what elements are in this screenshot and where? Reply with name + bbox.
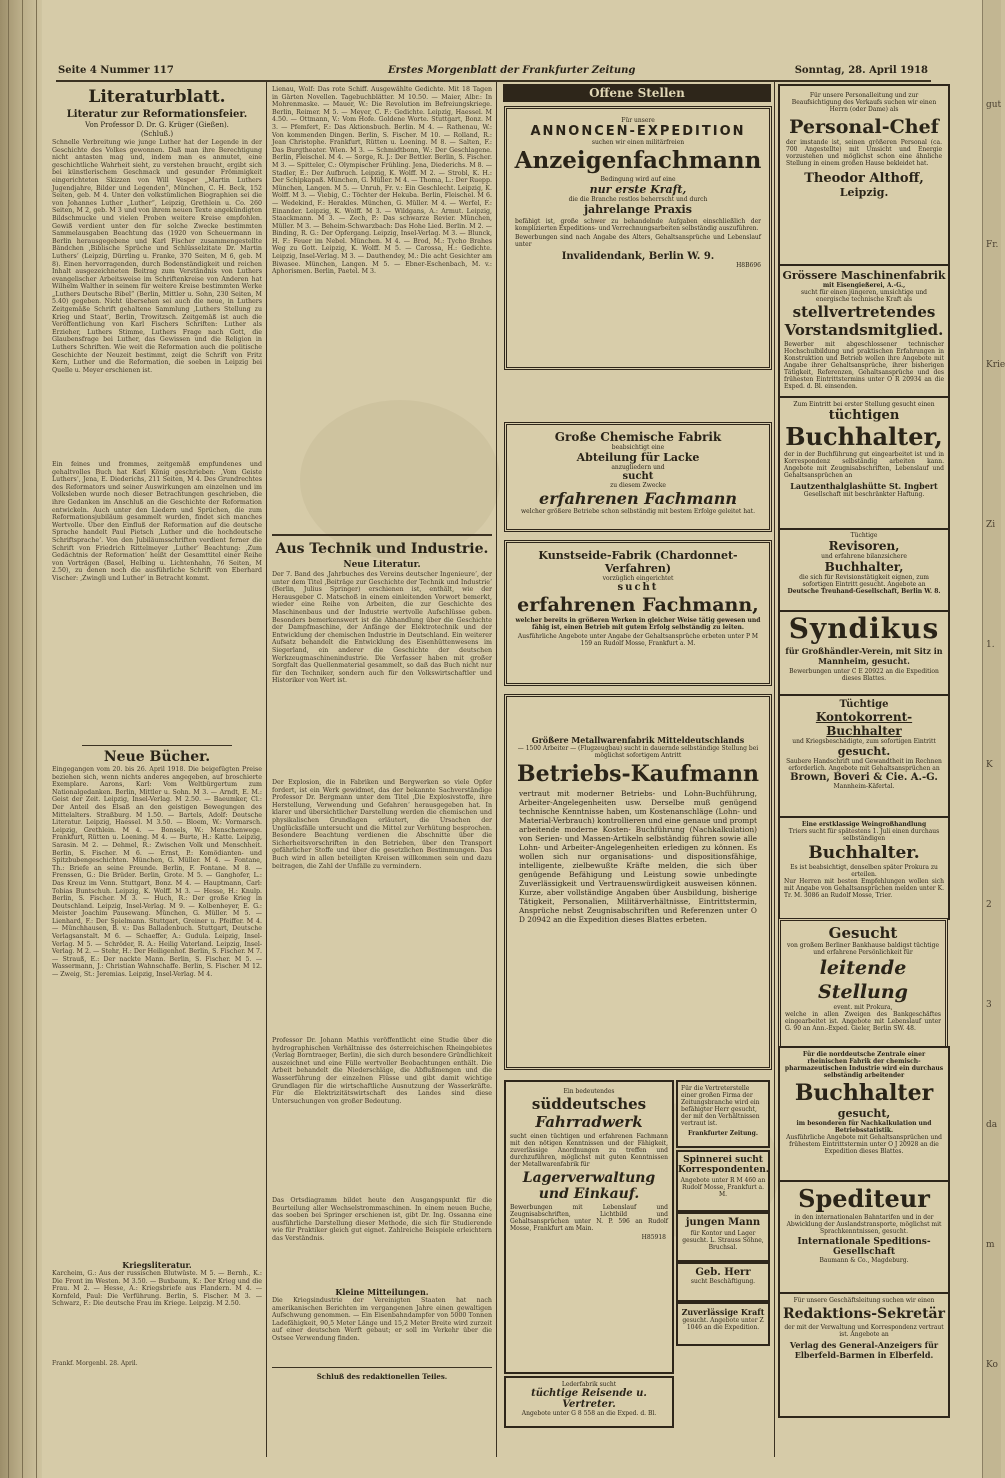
ad-headline: erfahrenen Fachmann, xyxy=(517,594,759,616)
ad-text: Angebote unter G 8 558 an die Exped. d. Bl. xyxy=(521,1410,657,1417)
ad-text: und Kriegsbeschädigte, zum sofortigen Eintritt xyxy=(792,738,936,745)
ad-chemische-fabrik xyxy=(504,422,772,532)
edge-text: m xyxy=(986,1240,995,1250)
ad-text: Bewerbungen sind nach Angabe des Alters, Gehaltsansprüche und Lebenslauf unter xyxy=(515,234,761,248)
editorial-end: Schluß des redaktionellen Teiles. xyxy=(316,1372,448,1381)
kriegsliteratur-title: Kriegsliteratur. xyxy=(122,1260,192,1270)
ad-text: der mit der Verwaltung und Korrespondenz vertraut ist. Angebote an xyxy=(784,1324,944,1338)
ad-headline: Spediteur xyxy=(798,1184,930,1213)
ad-headline: Buchhalter xyxy=(794,1080,934,1106)
ad-headline: Anzeigenfachmann xyxy=(514,147,762,174)
ad-geb-herr xyxy=(676,1262,770,1302)
ad-text: sucht einen tüchtigen und erfahrenen Fachmann mit den nötigen Kenntnissen und der Fähigkeit, zuverlässige Anordnungen zu treffen und durchzuführen, möglichst mit guten Kenntnissen der Metallwarenfabrik für xyxy=(510,1133,668,1168)
ad-headline: Personal-Chef xyxy=(789,116,939,138)
ad-headline: Geb. Herr xyxy=(695,1267,751,1278)
ad-text: Gesellschaft mit beschränkter Haftung. xyxy=(803,491,925,498)
byline: Von Professor D. Dr. G. Krüger (Gießen). xyxy=(85,121,229,129)
neue-literatur-title: Neue Literatur. xyxy=(343,560,421,570)
ad-betriebs-kaufmann xyxy=(504,694,772,1070)
ad-personal-chef xyxy=(778,84,950,266)
ad-zuverlaessige-kraft xyxy=(676,1302,770,1346)
section-banner: Offene Stellen xyxy=(503,84,771,102)
ad-text: welche in allen Zweigen des Bankgeschäftes eingearbeitet ist. Angebote mit Lebenslauf unter G. 90 an Ann.-Exped. Gieler, Berlin SW. 48. xyxy=(785,1011,941,1032)
ad-vorstandsmitglied xyxy=(778,264,950,398)
ad-text: Triers sucht für spätestens 1. Juli einen durchaus selbständigen xyxy=(788,828,940,842)
ad-city: Mannheim-Käfertal. xyxy=(833,783,895,790)
ad-text: vorzüglich eingerichtet xyxy=(602,575,674,582)
ad-text: gesucht. xyxy=(837,745,891,758)
ad-code: H85918 xyxy=(641,1234,666,1241)
ad-headline: Betriebs-Kaufmann xyxy=(517,761,759,787)
ad-headline: Vorstandsmitglied. xyxy=(784,321,944,339)
ad-text: Nur Herren mit besten Empfehlungen wollen sich mit Angabe von Gehaltsansprüchen melden unter K. Tr. M. 3086 an Rudolf Mosse, Trier. xyxy=(784,878,944,899)
ad-text: mit Eisengießerei, A.-G., xyxy=(822,282,906,289)
edge-text: Ko xyxy=(986,1360,998,1370)
ad-firm: Verlag des General-Anzeigers für Elberfeld-Barmen in Elberfeld. xyxy=(789,1340,939,1360)
ad-text: gesucht. Angebote unter Z 1046 an die Expedition. xyxy=(682,1317,764,1331)
ad-text: Angebote unter R M 460 an Rudolf Mosse, Frankfurt a. M. xyxy=(680,1177,766,1198)
section-title-technik: Aus Technik und Industrie. xyxy=(275,541,489,557)
ad-text: Bewerbungen unter C E 20922 an die Expedition dieses Blattes. xyxy=(789,668,939,682)
book-list-continued: Lienau, Wolf: Das rote Schiff. Ausgewählte Gedichte. Mit 18 Tagen in Gärten Novellen. Tagebuchblätter. M 10.50. — Maier, Albr.: In Mohrenmaske. — Mauer, W.: Die Revolution im Befreiungskriege. Berlin, Reimer. M 5. — Meyer, C. F.: Gedichte. Leipzig, Haessel. M 4.50. — Ottmann, V.: Vom Hofe. Goldene Worte. Stuttgart, Bonz. M 3. — Pfemfert, F.: Das Aktionsbuch. Berlin. M 4. — Rathenau, W.: Von kommenden Dingen. Berlin, S. Fischer. M 10. — Rolland, R.: Jean Christophe. Frankfurt, Rütten u. Loening. M 8. — Salten, F.: Das Burgtheater. Wien. M 3. — Schmidtbonn, W.: Der Geschlagene. Berlin, Fleischel. M 4. — Sorge, R. J.: Der Bettler. Berlin, S. Fischer. M 3. — Spitteler, C.: Olympischer Frühling. Jena, Diederichs. M 8. — Stadler, E.: Der Aufbruch. Leipzig, K. Wolff. M 2. — Strobl, K. H.: Der Schipkapaß. München, G. Müller. M 4. — Thoma, L.: Der Ruepp. München, Langen. M 5. — Unruh, Fr. v.: Ein Geschlecht. Leipzig, K. Wolff. M 3. — Viebig, C.: Töchter der Hekuba. Berlin, Fleischel. M 6. — Wedekind, F.: Herakles. München, G. Müller. M 4. — Werfel, F.: Einander. Leipzig, K. Wolff. M 3. — Wildgans, A.: Armut. Leipzig, Staackmann. M 3. — Zech, P.: Das schwarze Revier. München, Müller. M 3. — Beheim-Schwarzbach: Das Hohe Lied. Berlin. M 2. — Binding, R. G.: Der Opfergang. Leipzig, Insel-Verlag. M 3. — Blunck, H. F.: Feuer im Nebel. München. M 4. — Brod, M.: Tycho Brahes Weg zu Gott. Leipzig, K. Wolff. M 5. — Carossa, H.: Gedichte. Leipzig, Insel-Verlag. M 3. — Dauthendey, M.: Die acht Gesichter am Biwasee. München, Langen. M 5. — Ebner-Eschenbach, M. v.: Aphorismen. Berlin, Paetel. M 3. xyxy=(272,86,492,276)
book-binding xyxy=(0,0,42,1478)
ad-text: beabsichtigt eine xyxy=(611,444,665,451)
edge-text: Zi xyxy=(986,520,996,530)
adjacent-page-edge xyxy=(982,0,1005,1478)
ad-headline: und Einkauf. xyxy=(538,1186,640,1202)
ad-text: — 1500 Arbeiter — (Flugzeugbau) sucht in dauernde selbständige Stellung bei möglichst sofortigem Antritt xyxy=(517,745,759,759)
ad-city: Leipzig. xyxy=(839,186,889,199)
column-footer: Frankf. Morgenbl. 28. April. xyxy=(52,1360,138,1367)
header-rule xyxy=(56,80,931,82)
ad-text: der in der Buchführung gut eingearbeitet ist und in Korrespondenz selbständig arbeiten kann. Angebote mit Zeugnisabschriften, Lebenslauf und Gehaltsansprüchen an xyxy=(784,451,944,479)
ad-kunstseide xyxy=(504,540,772,686)
ad-text: die die Branche restlos beherrscht und durch xyxy=(568,196,708,203)
ad-headline: tüchtige Reisende u. Vertreter. xyxy=(531,1388,647,1410)
tech-article-4: Das Ortsdiagramm bildet heute den Ausgangspunkt für die Beurteilung aller Wechselstrommaschinen. In einem neuen Buche, das soeben bei Springer erschienen ist, gibt Dr. Ing. Ossanna eine ausführliche Darstellung dieser Methode, die sich für Studierende wie für Praktiker gleich gut eignet. Zahlreiche Beispiele erleichtern das Verständnis. xyxy=(272,1197,492,1242)
ad-weingrosshandlung xyxy=(778,816,950,920)
kleine-mitteilungen-body: Die Kriegsindustrie der Vereinigten Staaten hat nach amerikanischen Berichten im vergangenen Jahre einen gewaltigen Aufschwung genommen. — Ein Eisenbahndampfer von 5000 Tonnen Ladefähigkeit, 90,5 Meter Länge und 15,2 Meter Breite wird zurzeit auf einer deutschen Werft gebaut; er soll im Verkehr über die Ostsee Verwendung finden. xyxy=(272,1297,492,1342)
ad-firm: Grössere Maschinenfabrik xyxy=(782,269,946,282)
ad-text: sucht Beschäftigung. xyxy=(690,1278,756,1285)
ad-text: Zum Eintritt bei erster Stellung gesucht einen xyxy=(793,401,935,408)
article-body: Schnelle Verbreitung wie junge Luther hat der Legende in der Geschichte des Volkes gewonnen. Daß man ihre Berechtigung nicht antasten mag und, indem man es anmutet, eine geschichtliche Wahrheit sieht, zu verstehen braucht, ergibt sich bei künstlerischem Geschmack und gesunder Frömmigkeit eingerichteten Skizzen von Will Vesper „Martin Luthers Jugendjahre, Bilder und Legenden“, München, C. H. Beck, 152 Seiten, geb. M 4. Unter den volkstümlichen Biographien sei die von Johannes Luther „Luther“, Leipzig, Grethlein u. Co. 260 Seiten, M 2, geb. M 3 und von ihrem neuen Texte angekündigten Bildschmucke und vielen Proben weitere Kreise empfohlen. Gewiß verdient unter den für solche Zwecke bestimmten Sammelausgaben Beachtung das (1920 von Scheuermann in Berlin herausgegebene und Karl Fischer zusammengestellte Bändchen ‚Biblische Sprüche und Schlüsselzitate Dr. Martin Luthers‘ (Leipzig, Dürrling u. Franke, 370 Seiten, M 6, geb. M 8). Einen hervorragenden, durch Bodenständigkeit und reichen Inhalt ausgezeichneten Beitrag zum Verständnis von Luthers evangelischer Arbeitsweise im Schriftenkreise von Anderen hat Wilhelm Walther in seinem für weitere Kreise bestimmten Werke „Luthers Deutsche Bibel“ (Berlin, Mittler u. Sohn, 230 Seiten, M 5.40) gegeben. Nicht übersehen sei auch die neue, in Luthers Zeitgemäße Schrift gehaltene Sammlung ‚Luthers Stellung zu Krieg und Staat‘, Berlin, Trowitzsch. Zeitgemäß ist auch die Veröffentlichung von Karl Fischers Schriften: Luther als Erzieher, Luthers Stimme, Luthers Frage nach Gott, die Glaubensfrage bei Luther, das Gewissen und die Religion in Luthers Schriften. Wie weit die Reformation auch die politische Geschichte der Neuzeit bestimmt, zeigt die Schrift von Fritz Kern, Luther und die Reformation, die soeben in Leipzig bei Quelle u. Meyer erschienen ist. xyxy=(52,139,262,374)
ad-text: Für die Vertreterstelle einer großen Firma der Zeitungsbranche wird ein befähigter Herr gesucht, der mit den Verhältnissen vertraut ist. xyxy=(681,1085,760,1127)
column-literaturblatt xyxy=(52,86,262,1456)
ad-headline: Zuverlässige Kraft xyxy=(681,1307,765,1317)
ad-buchhalter-chemisch xyxy=(778,1046,950,1182)
column-rule xyxy=(496,82,497,1457)
ad-headline: Syndikus xyxy=(788,612,940,645)
ad-text: Ein bedeutendes xyxy=(563,1088,615,1095)
edge-text: 1. xyxy=(986,640,995,650)
ad-text: Für unsere Personalleitung und zur Beaufsichtigung des Verkaufs suchen wir einen Herrn (oder Dame) als xyxy=(791,92,937,113)
page-number: Seite 4 Nummer 117 xyxy=(58,65,174,76)
ad-headline: Spinnerei sucht xyxy=(683,1155,763,1165)
edge-text: 2 xyxy=(986,900,992,910)
tech-article-1: Der 7. Band des ‚Jahrbuches des Vereins deutscher Ingenieure‘, der unter dem Titel ‚Beiträge zur Geschichte der Technik und Industrie‘ (Berlin, Julius Springer) erschienen ist, enthält, wie der Herausgeber C. Matschoß in einem einleitenden Vorwort bemerkt, wieder eine Reihe von Arbeiten, die zur Geschichte des Maschinenbaus und der Industrie wertvolle Aufschlüsse geben. Besonders bemerkenswert ist die Abhandlung über die Geschichte der Dampfmaschine, der Anfänge der Elektrotechnik und der Entwicklung der chemischen Industrie in Deutschland. Ein weiterer Aufsatz behandelt die Entwicklung des Eisenhüttenwesens im Siegerland, ein anderer die Geschichte der deutschen Werkzeugmaschinenindustrie. Die Verfasser haben mit großer Sorgfalt das Quellenmaterial gesammelt, so daß das Buch nicht nur für den Techniker, sondern auch für den Volkswirtschaftler und Historiker von Wert ist. xyxy=(272,571,492,685)
ad-revisoren xyxy=(778,528,950,612)
ad-spediteur xyxy=(778,1180,950,1294)
ad-firm: Größere Metallwarenfabrik Mitteldeutschlands xyxy=(531,735,745,745)
ad-text: welcher bereits in größeren Werken in gleicher Weise tätig gewesen und fähig ist, einen Betrieb mit gutem Erfolg selbständig zu leiten. xyxy=(515,617,761,631)
ad-text: jahrelange Praxis xyxy=(584,203,692,216)
ad-spinnerei xyxy=(676,1150,770,1212)
ad-text: anzugliedern und xyxy=(611,464,665,471)
ad-text: Eine erstklassige Weingroßhandlung xyxy=(801,821,927,828)
ad-text: Tüchtige xyxy=(850,532,878,539)
ad-fahrradwerk xyxy=(504,1080,674,1374)
article-body-continued: Ein feines und frommes, zeitgemäß empfundenes und gehaltvolles Buch hat Karl König geschrieben: ‚Vom Geiste Luthers‘, Jena, E. Diederichs, 211 Seiten, M 4. Des Grundrechtes des Reformators und seiner Auswirkungen am einzelnen und im Volksleben wurde noch dieser Betrachtungen geschrieben, die ihre Gedanken im Anschluß an die Geschichte der Reformation entwickeln. Auch unter den Liedern und Sprüchen, die zum Reformationsjubiläum gesammelt wurden, findet sich manches Wertvolle. Über den Einfluß der Reformation auf die deutsche Sprache handelt Paul Pietsch ‚Luther und die hochdeutsche Schriftsprache‘. Von den Jubiläumsschriften verdient ferner die Schrift von Friedrich Rittelmeyer ‚Luther‘ Beachtung: ‚Zum Gedächtnis der Reformation‘ heißt der Gesamttitel einer Reihe von Vorträgen (Basel, Helbing u. Lichtenhahn, 76 Seiten, M 2.50), zu denen noch die ausführliche Schrift von Eberhard Vischer: ‚Zwingli und Luther‘ in Betracht kommt. xyxy=(52,461,262,582)
ad-headline: Fahrradwerk xyxy=(535,1113,643,1131)
column-technik xyxy=(272,86,492,1456)
ad-headline: süddeutsches xyxy=(531,1095,647,1113)
ad-text: Es ist beabsichtigt, denselben später Prokura zu erteilen. xyxy=(790,864,938,878)
ad-text: Für die norddeutsche Zentrale einer rheinischen Fabrik der chemisch-pharmazeutischen Industrie wird ein durchaus selbständig arbeitender xyxy=(784,1051,944,1079)
ad-headline: stellvertretendes xyxy=(792,303,936,321)
ad-text: Tüchtige xyxy=(839,699,889,710)
masthead: Erstes Morgenblatt der Frankfurter Zeitung xyxy=(388,65,636,76)
ad-headline: erfahrenen Fachmann xyxy=(539,489,737,508)
ad-city: Baumann & Co., Magdeburg. xyxy=(819,1257,909,1264)
ad-text: vertraut mit moderner Betriebs- und Lohn-Buchführung, Arbeiter-Angelegenheiten usw. Derselbe muß genügend technische Kenntnisse haben, um Kostenanschläge (Lohn- und Material-Verbrauch) kontrollieren und eine genaue und prompt arbeitende moderne Kosten- Buchführung (Nachkalkulation) von Serien- und Massen-Artikeln selbständig führen sowie alle Lohn- und Arbeiter-Angelegenheiten erledigen zu können. Es wollen sich nur organisations- und dispositionsfähige, intelligente, zielbewußte Kräfte melden, die sich über genügende Befähigung und Leistung sowie unbedingte Zuverlässigkeit und Vertrauenswürdigkeit ausweisen können. Kurze, aber vollständige Angaben über Ausbildung, bisherige Tätigkeit, Personalien, Militärverhältnisse, Eintrittstermin, Ansprüche nebst Zeugnisabschriften und Referenzen unter O D 20942 an die Expedition dieses Blattes erbeten. xyxy=(519,789,757,924)
ad-text: für Kontor und Lager gesucht. L. Strauss Söhne, Bruchsal. xyxy=(682,1230,764,1251)
ad-text: der imstande ist, seinen größeren Personal (ca. 700 Angestellte) mit Umsicht und Energie vorzustehen und möglichst schon eine ähnliche Stellung in einem großen Hause bekleidet hat. xyxy=(786,139,942,167)
ad-headline: leitende Stellung xyxy=(818,957,908,1003)
ad-address: Invalidendank, Berlin W. 9. xyxy=(561,251,715,262)
ad-text: Ausführliche Angebote unter Angabe der Gehaltsansprüche erbeten unter P M 159 an Rudolf Mosse, Frankfurt a. M. xyxy=(517,633,759,647)
edge-text: gut xyxy=(986,100,1002,110)
page-header xyxy=(58,64,928,80)
ad-headline: jungen Mann xyxy=(685,1217,761,1228)
ad-text: Lederfabrik sucht xyxy=(561,1381,617,1388)
ad-headline: Lagerverwaltung xyxy=(522,1170,656,1186)
ad-text: im besonderen für Nachkalkulation und Betriebsstatistik. xyxy=(796,1120,932,1134)
book-list: Eingegangen vom 20. bis 26. April 1918. Die beigefügten Preise beziehen sich, wenn nichts anderes angegeben, auf broschierte Exemplare. Aarons, Karl: Vom Weltbürgertum zum Nationalgedanken. Berlin, Mittler u. Sohn. M 3. — Arndt, E. M.: Geist der Zeit. Leipzig, Insel-Verlag. M 2.50. — Baeumker, Cl.: Der Anteil des Elsaß an den geistigen Bewegungen des Mittelalters. Straßburg. M 1.50. — Bartels, Adolf: Deutsche Literatur. Leipzig, Haessel. M 3.50. — Bloem, W.: Vormarsch. Leipzig, Grethlein. M 4. — Bonsels, W.: Menschenwege. Frankfurt, Rütten u. Loening. M 4. — Burte, H.: Katte. Leipzig, Sarasin. M 2. — Dehmel, R.: Zwischen Volk und Menschheit. Berlin, S. Fischer. M 6. — Ernst, P.: Komödianten- und Spitzbubengeschichten. München, G. Müller. M 4. — Fontane, Th.: Briefe an seine Freunde. Berlin, F. Fontane. M 8. — Frenssen, G.: Die Brüder. Berlin, Grote. M 5. — Ganghofer, L.: Das Kreuz im Venn. Stuttgart, Bonz. M 4. — Hauptmann, Carl: Tobias Buntschuh. Leipzig, K. Wolff. M 3. — Hesse, H.: Knulp. Berlin, S. Fischer. M 3. — Huch, R.: Der große Krieg in Deutschland. Leipzig, Insel-Verlag. M 9. — Kolbenheyer, E. G.: Meister Joachim Pausewang. München, G. Müller. M 5. — Lienhard, F.: Der Spielmann. Stuttgart, Greiner u. Pfeiffer. M 4. — Münchhausen, B. v.: Das Balladenbuch. Stuttgart, Deutsche Verlagsanstalt. M 6. — Schaeffer, A.: Gudula. Leipzig, Insel-Verlag. M 5. — Schröder, R. A.: Heilig Vaterland. Leipzig, Insel-Verlag. M 2. — Stehr, H.: Der Heiligenhof. Berlin, S. Fischer. M 7. — Strauß, E.: Der nackte Mann. Berlin, S. Fischer. M 5. — Wassermann, J.: Christian Wahnschaffe. Berlin, S. Fischer. M 12. — Zweig, St.: Jeremias. Leipzig, Insel-Verlag. M 4. xyxy=(52,766,262,979)
section-title: Literaturblatt. xyxy=(88,87,226,107)
ad-text: event. mit Prokura, xyxy=(833,1004,893,1011)
ad-headline: Buchhalter. xyxy=(808,843,920,863)
ad-firm: Lautzenthalglashütte St. Ingbert xyxy=(790,481,938,491)
kleine-mitteilungen-title: Kleine Mitteilungen. xyxy=(335,1287,429,1297)
ad-text: befähigt ist, große schwer zu behandelnde Aufgaben einschließlich der komplizierten Expeditions- und Verrechnungsarbeiten selbständig auszuführen. xyxy=(515,218,761,232)
ad-reisende xyxy=(504,1376,674,1428)
ad-text: sucht für einen jüngeren, umsichtige und energische technische Kraft als xyxy=(800,289,928,303)
edge-text: da xyxy=(986,1120,998,1130)
war-literature-list: Karcheim, G.: Aus der russischen Blutwüste. M 5. — Bernh., K.: Die Front im Westen. M 3.50. — Buxbaum, K.: Der Krieg und die Frau. M 2. — Hesse, A.: Kriegsbriefe aus Flandern. M 4. — Kornfeld, Paul: Die Verführung. Berlin, S. Fischer. M 3. — Schwarz, F.: Die deutsche Frau im Kriege. Leipzig. M 2.50. xyxy=(52,1270,262,1308)
ad-text: die sich für Revisionstätigkeit eignen, zum sofortigen Eintritt gesucht. Angebote an xyxy=(799,574,929,588)
tech-article-2: Der Explosion, die in Fabriken und Bergwerken so viele Opfer fordert, ist ein Werk gewidmet, das der bekannte Sachverständige Professor Dr. Bergmann unter dem Titel ‚Die Explosivstoffe, ihre Herstellung, Verwendung und Gefahren‘ herausgegeben hat. In klarer und übersichtlicher Darstellung werden die chemischen und physikalischen Grundlagen erläutert, die Ursachen der Unglücksfälle untersucht und die Mittel zur Verhütung besprochen. Besondere Beachtung verdienen die Abschnitte über die Sicherheitsvorschriften in den Betrieben, über den Transport gefährlicher Stoffe und über die gesetzlichen Bestimmungen. Das Buch wird in allen beteiligten Kreisen willkommen sein und dazu beitragen, die Zahl der Unfälle zu vermindern. xyxy=(272,779,492,870)
ad-headline: Redaktions-Sekretär xyxy=(782,1306,945,1322)
ad-firm: Brown, Boveri & Cie. A.-G. xyxy=(790,772,938,783)
ad-headline: Kunstseide-Fabrik (Chardonnet-Verfahren) xyxy=(538,549,738,575)
ad-headline: Gesucht xyxy=(828,924,898,942)
ad-kontokorrent xyxy=(778,694,950,818)
ad-text: suchen wir einen militärfreien xyxy=(591,139,685,146)
ad-text: tüchtigen xyxy=(828,408,900,423)
ad-text: Bedingung wird auf eine xyxy=(600,176,676,183)
ad-headline: Große Chemische Fabrik xyxy=(554,430,722,444)
column-rule xyxy=(774,82,775,1457)
ad-vertreter xyxy=(676,1080,770,1148)
ad-code: H8B696 xyxy=(736,262,761,269)
ad-anzeigenfachmann xyxy=(504,106,772,370)
column-rule xyxy=(266,82,267,1457)
ad-headline: Buchhalter, xyxy=(824,560,904,574)
ad-text: sucht xyxy=(617,582,659,593)
ad-firm: Theodor Althoff, xyxy=(804,171,924,186)
edge-text: K xyxy=(986,760,993,770)
ad-text: von großem Berliner Bankhause baldigst tüchtige und erfahrene Persönlichkeit für xyxy=(787,942,939,956)
ad-junger-mann xyxy=(676,1212,770,1262)
ad-text: Bewerbungen mit Lebenslauf und Zeugnisabschriften, Lichtbild und Gehaltsansprüchen unter N. P. 596 an Rudolf Mosse, Frankfurt am Main. xyxy=(510,1204,668,1232)
ad-firm: Deutsche Treuhand-Gesellschaft, Berlin W. 8. xyxy=(787,588,941,595)
edge-text: Krie xyxy=(986,360,1005,370)
ad-buchhalter-ingbert xyxy=(778,396,950,530)
ad-text: in den internationalen Bahntarifen und in der Abwicklung der Auslandstransporte, möglichst mit Sprachkenntnissen, gesucht. xyxy=(786,1214,942,1235)
ad-syndikus xyxy=(778,610,950,696)
ad-headline: Buchhalter, xyxy=(785,422,943,451)
ad-text: Frankfurter Zeitung. xyxy=(688,1130,758,1137)
ad-headline: Kontokorrent-Buchhalter xyxy=(815,710,913,738)
ad-text: zu diesem Zwecke xyxy=(610,482,666,489)
ad-text: und erfahrene bilanzsichere xyxy=(821,553,907,560)
ad-text: Bewerber mit abgeschlossener technischer Hochschulbildung und praktischen Erfahrungen in Konstruktion und Betrieb wollen ihre Angebote mit Angabe ihrer Gehaltsansprüche, ihrer bisherigen Tätigkeit, Referenzen, Gehaltsansprüche und des frühesten Eintrittstermins unter O R 20934 an die Exped. d. Bl. einsenden. xyxy=(784,341,944,390)
ad-text: Ausführliche Angebote mit Gehaltsansprüchen und frühestem Eintrittstermin unter O J 20928 an die Expedition dieses Blattes. xyxy=(786,1134,942,1155)
ad-text: Abteilung für Lacke xyxy=(576,451,700,464)
byline-note: (Schluß.) xyxy=(140,130,174,138)
neue-buecher-title: Neue Bücher. xyxy=(103,749,211,765)
ad-headline: Revisoren, xyxy=(828,539,900,553)
ad-text: Für unsere xyxy=(621,117,655,124)
edge-text: 3 xyxy=(986,1000,992,1010)
ad-firm: Internationale Speditions-Gesellschaft xyxy=(797,1237,931,1257)
article-title: Literatur zur Reformationsfeier. xyxy=(66,109,248,120)
ad-leitende-stellung xyxy=(778,918,948,1050)
ad-firm: ANNONCEN-EXPEDITION xyxy=(530,124,746,139)
ad-text: gesucht, xyxy=(837,1107,891,1120)
tech-article-3: Professor Dr. Johann Mathis veröffentlicht eine Studie über die hydrographischen Verhältnisse des österreichischen Rheingebietes (Verlag Borntraeger, Berlin), die sich durch besondere Gründlichkeit auszeichnet und eine Fülle wertvoller Beobachtungen enthält. Die Arbeit behandelt die Niederschläge, die Abflußmengen und die Wasserführung der einzelnen Flüsse und gibt damit wichtige Grundlagen für die wirtschaftliche Ausnutzung der Wasserkräfte. Für die Elektrizitätswirtschaft des Landes sind diese Untersuchungen von großer Bedeutung. xyxy=(272,1037,492,1105)
ad-text: nur erste Kraft, xyxy=(589,183,687,196)
ad-headline: Korrespondenten. xyxy=(678,1165,769,1175)
ad-text: Saubere Handschrift und Gewandtheit im Rechnen erforderlich. Angebote mit Gehaltsansprüchen an xyxy=(786,758,942,772)
issue-date: Sonntag, 28. April 1918 xyxy=(794,65,928,76)
ad-text: welcher größere Betriebe schon selbständig mit bestem Erfolge geleitet hat. xyxy=(521,508,755,515)
ad-redaktions-sekretaer xyxy=(778,1292,950,1418)
ad-text: für Großhändler-Verein, mit Sitz in Mannheim, gesucht. xyxy=(785,646,943,666)
ad-text: sucht xyxy=(622,471,654,482)
ad-text: Für unsere Geschäftsleitung suchen wir einen xyxy=(793,1297,935,1304)
edge-text: Fr. xyxy=(986,240,999,250)
